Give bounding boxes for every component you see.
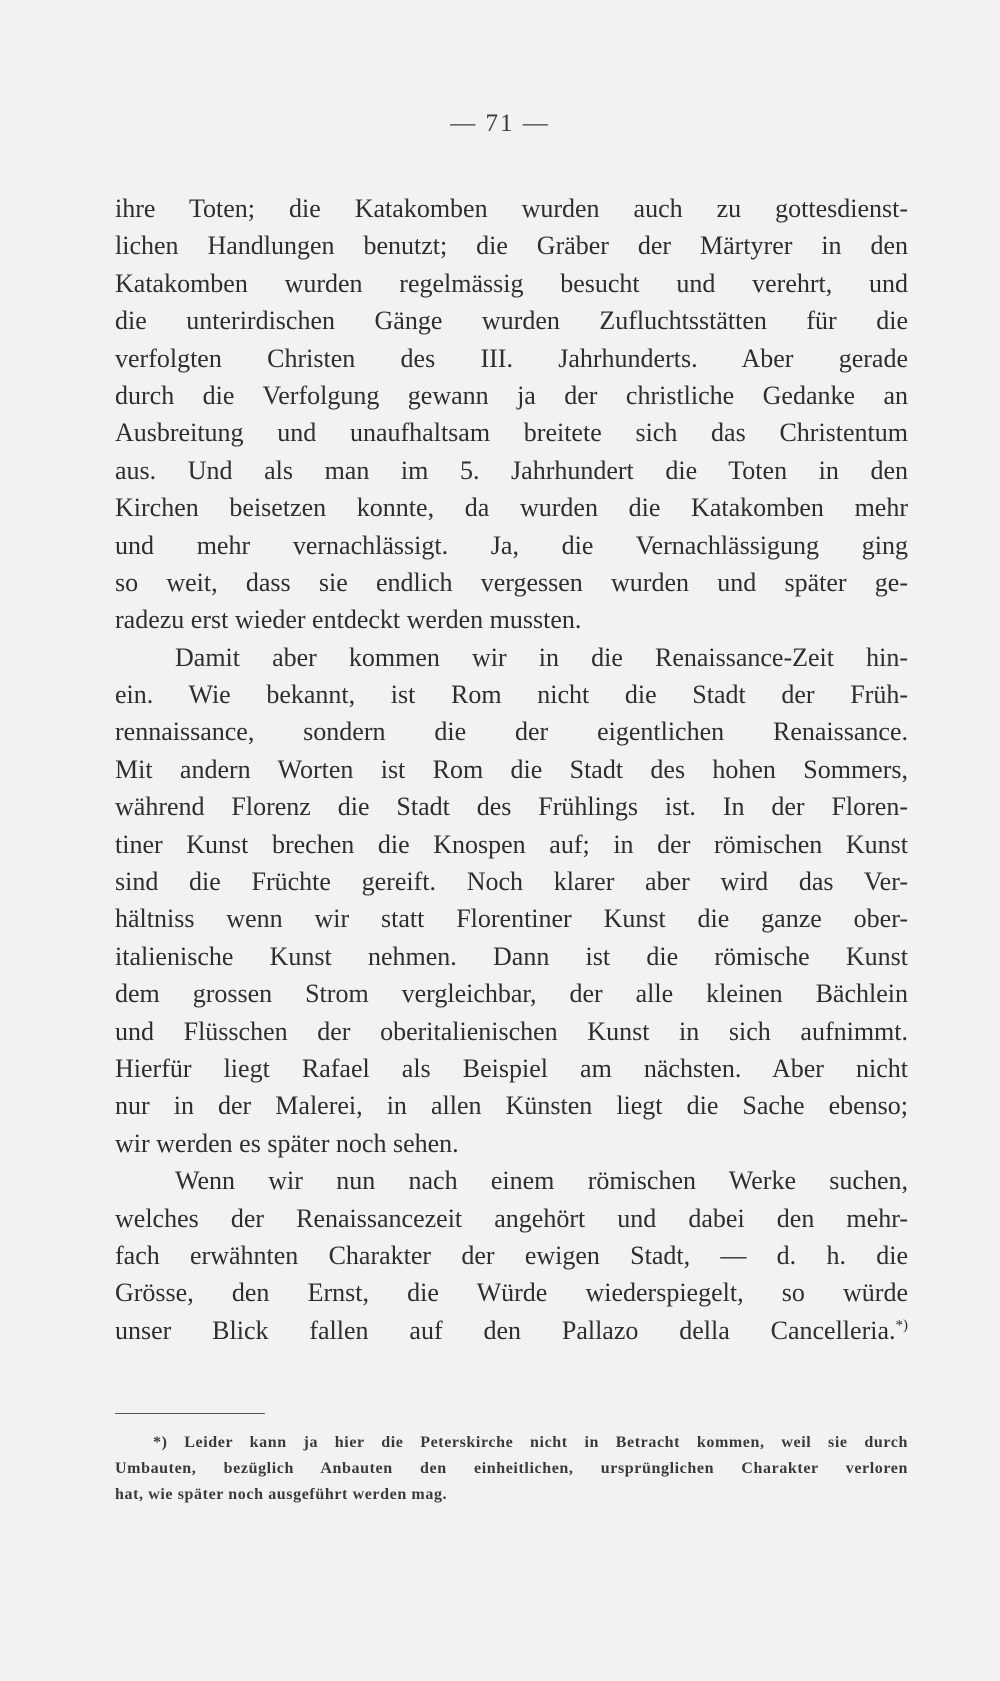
footnote-line: hat, wie später noch ausgeführt werden mag.: [115, 1486, 448, 1503]
footnote-marker: *): [895, 1317, 908, 1334]
page-number: — 71 —: [450, 110, 550, 137]
text-line: die unterirdischen Gänge wurden Zufluchtsstätten für die: [115, 306, 908, 336]
text-line: Mit andern Worten ist Rom die Stadt des hohen Sommers,: [115, 754, 908, 784]
text-line: aus. Und als man im 5. Jahrhundert die Toten in den: [115, 455, 908, 485]
text-line: italienische Kunst nehmen. Dann ist die römische Kunst: [115, 941, 908, 971]
footnote: [115, 1430, 908, 1508]
text-line: und mehr vernachlässigt. Ja, die Vernachlässigung ging: [115, 530, 908, 560]
text-line: ein. Wie bekannt, ist Rom nicht die Stadt der Früh-: [115, 680, 908, 710]
body-text: [115, 190, 908, 1349]
text-line: rennaissance, sondern die der eigentlichen Renaissance.: [115, 717, 908, 747]
text-line: Wenn wir nun nach einem römischen Werke suchen,: [175, 1166, 908, 1196]
text-line: welches der Renaissancezeit angehört und dabei den mehr-: [115, 1203, 908, 1233]
text-line: Kirchen beisetzen konnte, da wurden die Katakomben mehr: [115, 493, 908, 523]
text-line: und Flüsschen der oberitalienischen Kunst in sich aufnimmt.: [115, 1016, 908, 1046]
text-line: Ausbreitung und unaufhaltsam breitete sich das Christentum: [115, 418, 908, 448]
text-line: Katakomben wurden regelmässig besucht und verehrt, und: [115, 268, 908, 298]
text-line: [115, 1312, 908, 1349]
text-line: Hierfür liegt Rafael als Beispiel am nächsten. Aber nicht: [115, 1053, 908, 1083]
text-line: tiner Kunst brechen die Knospen auf; in der römischen Kunst: [115, 829, 908, 859]
text-line: Damit aber kommen wir in die Renaissance-Zeit hin-: [175, 642, 908, 672]
text-line: Grösse, den Ernst, die Würde wiederspiegelt, so würde: [115, 1278, 908, 1308]
text-line: verfolgten Christen des III. Jahrhunderts. Aber gerade: [115, 343, 908, 373]
text-line: radezu erst wieder entdeckt werden mussten.: [115, 605, 582, 635]
text-line: so weit, dass sie endlich vergessen wurden und später ge-: [115, 567, 908, 597]
text-line: sind die Früchte gereift. Noch klarer aber wird das Ver-: [115, 867, 908, 897]
text-line: ihre Toten; die Katakomben wurden auch zu gottesdienst-: [115, 194, 908, 223]
text-line: hältniss wenn wir statt Florentiner Kunst die ganze ober-: [115, 904, 908, 934]
text-line: durch die Verfolgung gewann ja der christliche Gedanke an: [115, 380, 908, 410]
text-line: fach erwähnten Charakter der ewigen Stadt, — d. h. die: [115, 1240, 908, 1270]
text-line: wir werden es später noch sehen.: [115, 1128, 459, 1158]
footnote-line: *) Leider kann ja hier die Peterskirche nicht in Betracht kommen, weil sie durch: [153, 1434, 908, 1451]
text-line: während Florenz die Stadt des Frühlings ist. In der Floren-: [115, 792, 908, 822]
text-line: nur in der Malerei, in allen Künsten liegt die Sache ebenso;: [115, 1091, 908, 1121]
footnote-line: Umbauten, bezüglich Anbauten den einheitlichen, ursprünglichen Charakter verloren: [115, 1460, 908, 1477]
footnote-divider: [115, 1413, 265, 1414]
text-segment: unser Blick fallen auf den Pallazo della Cancelleria.: [115, 1315, 896, 1345]
text-line: dem grossen Strom vergleichbar, der alle kleinen Bächlein: [115, 979, 908, 1009]
text-line: lichen Handlungen benutzt; die Gräber der Märtyrer in den: [115, 231, 908, 261]
